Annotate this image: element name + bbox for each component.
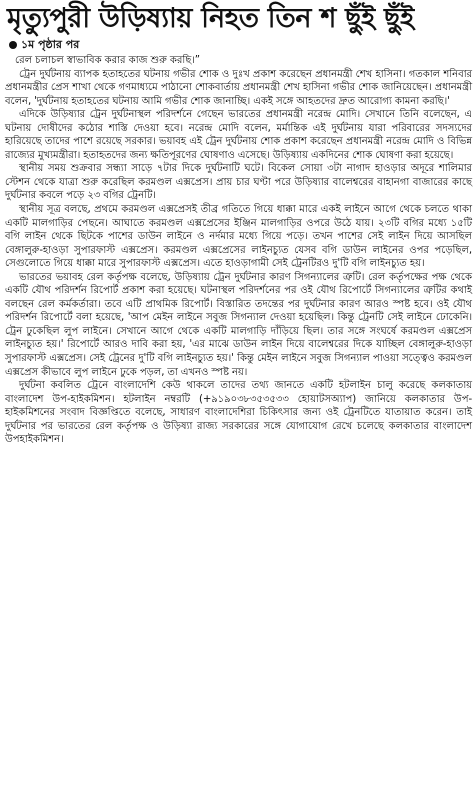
article-paragraph: স্থানীয় সূত্র বলছে, প্রথমে করমণ্ডল এক্সপ্রেসই তীব্র গতিতে গিয়ে ধাক্কা মারে একই লাইনে আগে থেকে চলতে থাকা একটি মালগাড়ির পেছনে। আঘাতে করমণ্ডল এক্সপ্রেসের ইঞ্জিন মালগাড়ির ওপরে উঠে যায়। ২৩টি বগির মধ্যে ১৫টি বগি লাইন থেকে ছিটকে পাশের ডাউন লাইনে ও নর্দমার মধ্যে গিয়ে পড়ে। তখন পাশের সেই লাইন দিয়ে আসছিল বেঙ্গালুরু-হাওড়া সুপারফাস্ট এক্সপ্রেস। করমণ্ডল এক্সপ্রেসের লাইনচ্যুত যেসব বগি ডাউন লাইনের ওপর পড়েছিল, সেগুলোতে গিয়ে ধাক্কা মারে সুপারফাস্ট এক্সপ্রেস। এতে হাওড়াগামী সেই ট্রেনটিরও দু'টি বগি লাইনচ্যুত হয়। — [5, 204, 472, 270]
article-paragraph: এদিকে উড়িষ্যার ট্রেন দুর্ঘটনাস্থল পরিদর্শনে গেছেন ভারতের প্রধানমন্ত্রী নরেন্দ্র মোদি। সেখানে তিনি বলেছেন, এ ঘটনায় দোষীদের কঠোর শাস্তি দেওয়া হবে। নরেন্দ্র মোদি বলেন, মর্মান্তিক এই দুর্ঘটনায় যারা পরিবারের সদস্যদের হারিয়েছে তাদের পাশে রয়েছে সরকার। ভয়াবহ এই ট্রেন দুর্ঘটনায় শোক প্রকাশ করেছেন প্রধানমন্ত্রী নরেন্দ্র মোদি ও বিভিন্ন রাজ্যের মুখ্যমন্ত্রীরা। হতাহতদের জন্য ক্ষতিপূরণের ঘোষণাও এসেছে। উড়িষ্যায় একদিনের শোক ঘোষণা করা হয়েছে। — [5, 109, 472, 161]
continued-from-marker — [9, 38, 472, 52]
article-paragraph: ভারতের ভয়াবহ রেল কর্তৃপক্ষ বলেছে, উড়িষ্যায় ট্রেন দুর্ঘটনার কারণ সিগন্যালের ত্রুটি। রেল কর্তৃপক্ষের পক্ষ থেকে একটি যৌথ পরিদর্শন রিপোর্ট প্রকাশ করা হয়েছে। ঘটনাস্থল পরিদর্শনের পর ওই যৌথ রিপোর্টে সিগন্যালের ত্রুটির কথাই বলছেন রেল কর্মকর্তারা। তবে এটি প্রাথমিক রিপোর্ট। বিস্তারিত তদন্তের পর দুর্ঘটনার কারণ আরও স্পষ্ট হবে। ওই যৌথ পরিদর্শন রিপোর্টে বলা হয়েছে, 'আপ মেইন লাইনে সবুজ সিগন্যাল দেওয়া হয়েছিল। কিন্তু ট্রেনটি সেই লাইনে ঢোকেনি। ট্রেন ঢুকেছিল লুপ লাইনে। সেখানে আগে থেকে একটি মালগাড়ি দাঁড়িয়ে ছিল। তার সঙ্গে সংঘর্ষে করমণ্ডল এক্সপ্রেস লাইনচ্যুত হয়।' রিপোর্টে আরও দাবি করা হয়, 'এর মাঝে ডাউন লাইন দিয়ে বালেশ্বরের দিকে যাচ্ছিল বেঙ্গালুরু-হাওড়া সুপারফাস্ট এক্সপ্রেস। সেই ট্রেনের দু'টি বগি লাইনচ্যুত হয়।' কিন্তু মেইন লাইনে সবুজ সিগন্যাল পাওয়া সত্ত্বেও করমণ্ডল এক্সপ্রেস কীভাবে লুপ লাইনে ঢুকে পড়ল, তা এখনও স্পষ্ট নয়। — [5, 271, 472, 378]
continued-from-label: ১ম পৃষ্ঠার পর — [21, 38, 80, 51]
article-body — [5, 54, 472, 447]
article-paragraph: দুর্ঘটনা কবলিত ট্রেনে বাংলাদেশি কেউ থাকলে তাদের তথ্য জানতে একটি হটলাইন চালু করেছে কলকাতায় বাংলাদেশ উপ-হাইকমিশন। হটলাইন নম্বরটি (+৯১৯০৩৮৩৫৩৫৩৩ হোয়াটসঅ্যাপ) জানিয়ে কলকাতার উপ-হাইকমিশনের সংবাদ বিজ্ঞপ্তিতে বলেছে, সাধারণ বাংলাদেশিরা চিকিৎসার জন্য ওই ট্রেনটিতে যাতায়াত করেন। তাই দুর্ঘটনার পর ভারতের রেল কর্তৃপক্ষ ও উড়িষ্যা রাজ্য সরকারের সঙ্গে যোগাযোগ রেখে চলেছে কলকাতার বাংলাদেশ উপহাইকমিশন। — [5, 380, 472, 446]
article-paragraph: ট্রেন দুর্ঘটনায় ব্যাপক হতাহতের ঘটনায় গভীর শোক ও দুঃখ প্রকাশ করেছেন প্রধানমন্ত্রী শেখ হাসিনা। গতকাল শনিবার প্রধানমন্ত্রীর প্রেস শাখা থেকে গণমাধ্যমে পাঠানো শোকবার্তায় প্রধানমন্ত্রী শেখ হাসিনা গভীর শোক জানিয়েছেন। প্রধানমন্ত্রী বলেন, 'দুর্ঘটনায় হতাহতের ঘটনায় আমি গভীর শোক জানাচ্ছি। একই সঙ্গে আহতদের দ্রুত আরোগ্য কামনা করছি।' — [5, 68, 472, 107]
article-paragraph: স্থানীয় সময় শুক্রবার সন্ধ্যা সাড়ে ৭টার দিকে দুর্ঘটনাটি ঘটে। বিকেল সোয়া ৩টা নাগাদ হাওড়ার অদূরে শালিমার স্টেশন থেকে যাত্রা শুরু করেছিল করমণ্ডল এক্সপ্রেস। প্রায় চার ঘণ্টা পরে উড়িষ্যার বালেশ্বরের বাহানগা বাজারের কাছে দুর্ঘটনার কবলে পড়ে ২৩ বগির ট্রেনটি। — [5, 163, 472, 202]
bullet-icon — [9, 41, 17, 49]
article-paragraph: রেল চলাচল স্বাভাবিক করার কাজ শুরু করছি।” — [15, 55, 200, 66]
article-headline: মৃত্যুপুরী উড়িষ্যায় নিহত তিন শ ছুঁই ছুঁই — [7, 3, 414, 34]
